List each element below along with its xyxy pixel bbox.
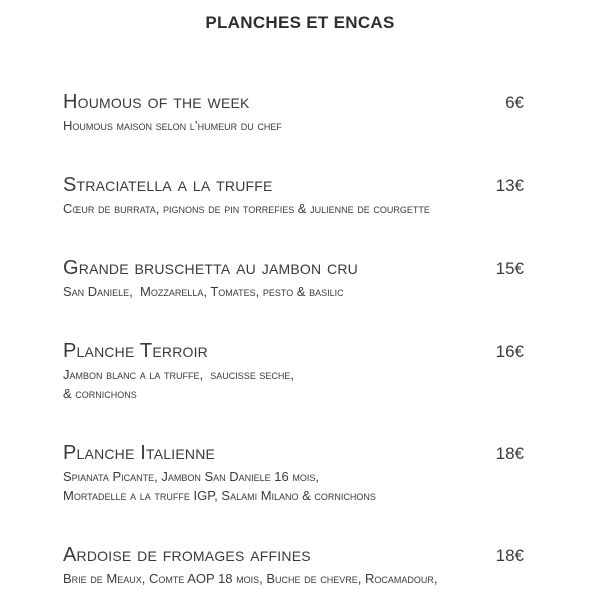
dish-price: 15€ [495, 259, 524, 278]
dish-price: 6€ [505, 93, 524, 112]
menu-item-header [63, 256, 524, 281]
menu-item [63, 441, 524, 504]
dish-description-line: Spianata Picante, Jambon San Daniele 16 mois, [63, 469, 319, 484]
dish-description-line: Houmous maison selon l’humeur du chef [63, 118, 282, 133]
menu-item [63, 256, 524, 300]
menu-item-header [63, 339, 524, 364]
menu-item-list [63, 90, 524, 587]
dish-name: Houmous of the week [63, 91, 250, 113]
menu-item-header [63, 173, 524, 198]
dish-description-line: & cornichons [63, 386, 137, 401]
menu-item-header [63, 90, 524, 115]
dish-name: Ardoise de fromages affines [63, 544, 311, 566]
menu-item-header [63, 543, 524, 568]
dish-description-line: Cœur de burrata, pignons de pin torrefies & julienne de courgette [63, 201, 430, 216]
menu-item [63, 173, 524, 217]
dish-name: Grande bruschetta au jambon cru [63, 257, 358, 279]
dish-description-line: Jambon blanc a la truffe, saucisse seche, [63, 367, 295, 382]
dish-price: 16€ [495, 342, 524, 361]
menu-section-title: PLANCHES ET ENCAS [205, 13, 395, 32]
dish-description-line: Brie de Meaux, Comte AOP 18 mois, Buche de chevre, Rocamadour, [63, 571, 438, 586]
dish-name: Planche Italienne [63, 442, 216, 464]
dish-description-line: Mortadelle a la truffe IGP, Salami Milano & cornichons [63, 488, 376, 503]
menu-item [63, 339, 524, 402]
dish-price: 18€ [495, 546, 524, 565]
menu-item-header [63, 441, 524, 466]
dish-name: Planche Terroir [63, 340, 208, 362]
dish-price: 18€ [495, 444, 524, 463]
dish-price: 13€ [495, 176, 524, 195]
menu-item [63, 90, 524, 134]
menu-item [63, 543, 524, 587]
dish-name: Straciatella a la truffe [63, 174, 273, 196]
dish-description-line: San Daniele, Mozzarella, Tomates, pesto & basilic [63, 284, 344, 299]
